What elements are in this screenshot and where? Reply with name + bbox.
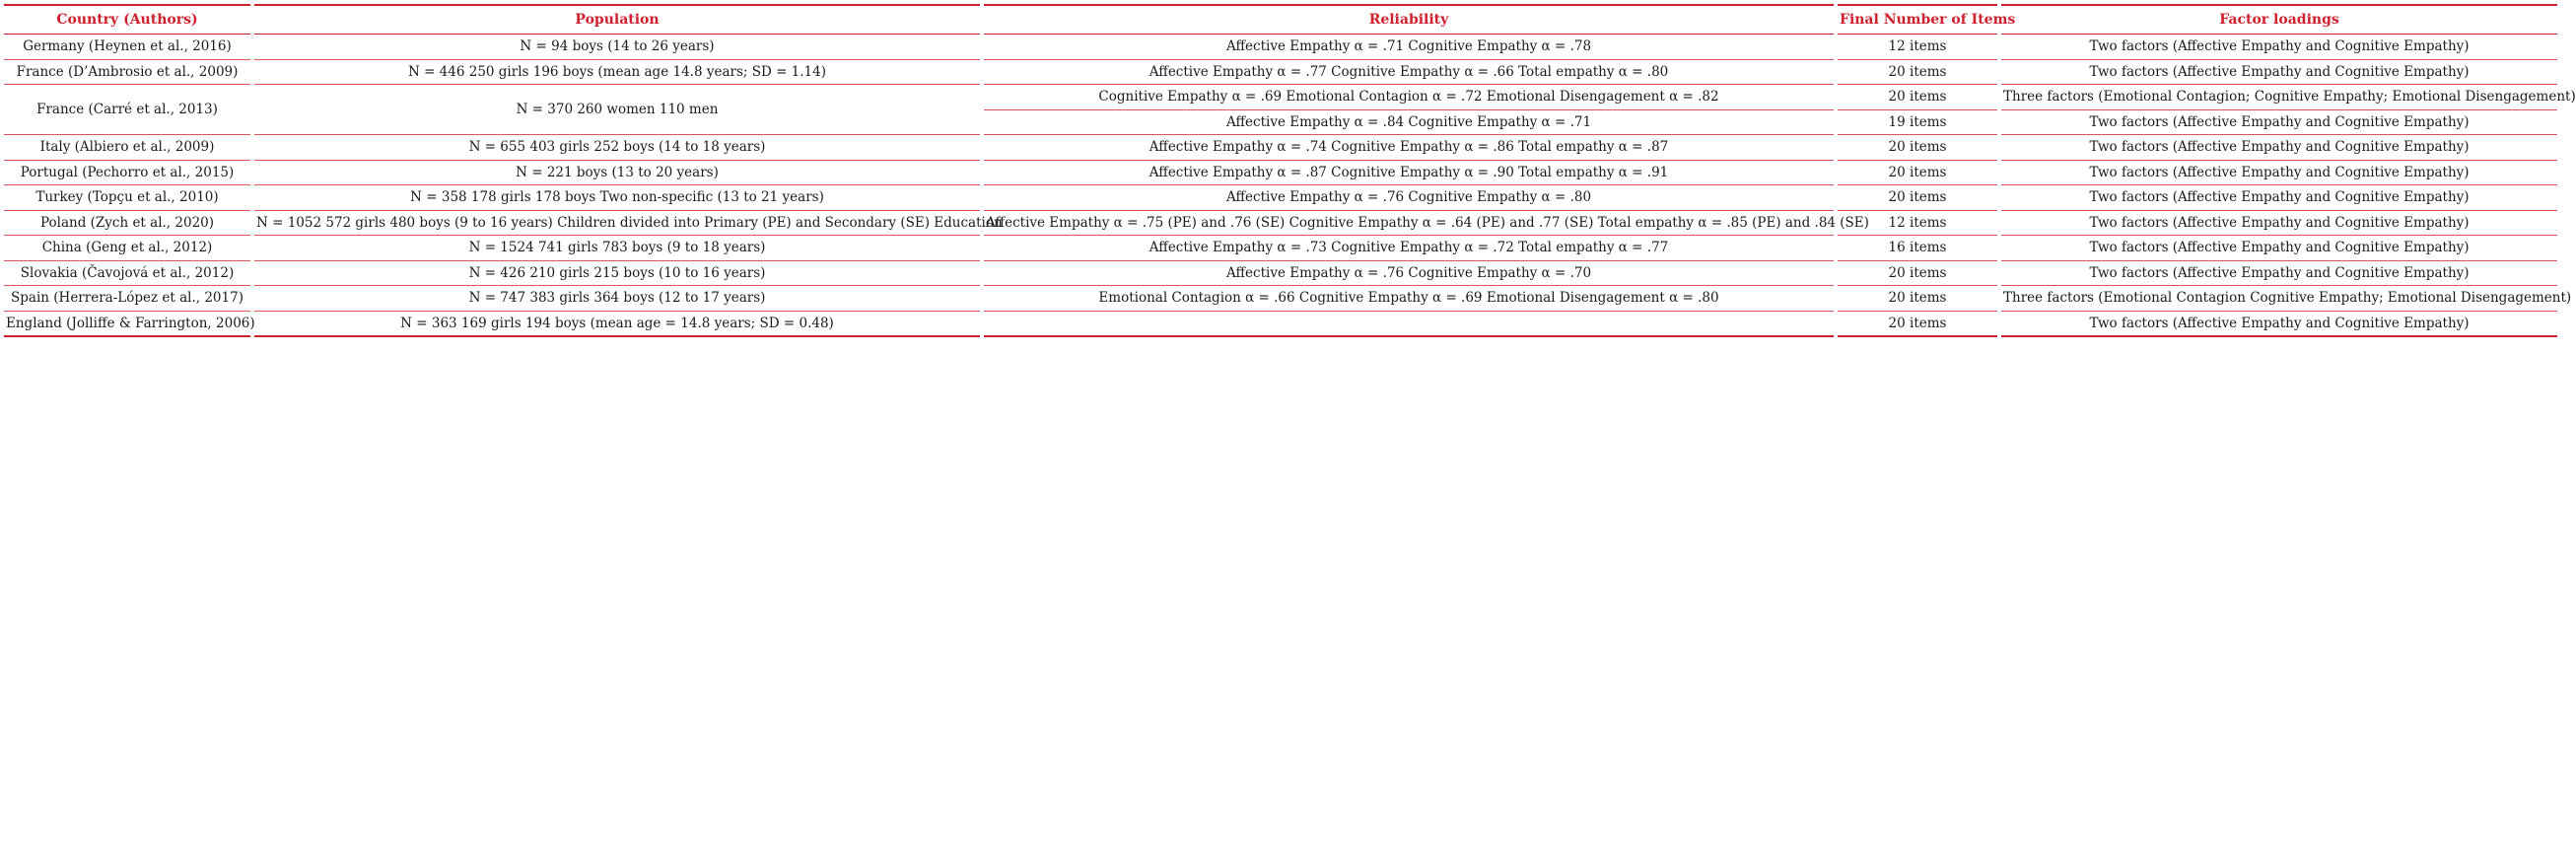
cell-population: N = 446 250 girls 196 boys (mean age 14.8 years; SD = 1.14): [254, 60, 980, 86]
cell-reliability: Affective Empathy α = .76 Cognitive Empathy α = .80: [984, 185, 1834, 211]
header-row: [4, 4, 2557, 35]
cell-items: 20 items: [1838, 286, 1997, 312]
cell-population: N = 1052 572 girls 480 boys (9 to 16 years) Children divided into Primary (PE) and Secondary (SE) Education: [254, 211, 980, 237]
table-row: [4, 286, 2557, 312]
cell-country: Italy (Albiero et al., 2009): [4, 135, 250, 161]
cell-factors: Two factors (Affective Empathy and Cognitive Empathy): [2001, 261, 2557, 287]
cell-reliability: Affective Empathy α = .75 (PE) and .76 (SE) Cognitive Empathy α = .64 (PE) and .77 (SE) Total empathy α = .85 (PE) and .84 (SE): [984, 211, 1834, 237]
table-row: [4, 135, 2557, 161]
table-row: [4, 161, 2557, 186]
cell-items: 20 items: [1838, 161, 1997, 186]
table-row: [4, 211, 2557, 237]
cell-reliability: Affective Empathy α = .76 Cognitive Empathy α = .70: [984, 261, 1834, 287]
cell-country: China (Geng et al., 2012): [4, 236, 250, 261]
cell-population: N = 747 383 girls 364 boys (12 to 17 years): [254, 286, 980, 312]
header-country: Country (Authors): [4, 4, 250, 35]
cell-factors: Two factors (Affective Empathy and Cognitive Empathy): [2001, 110, 2557, 136]
header-items: Final Number of Items: [1838, 4, 1997, 35]
empathy-studies-table-container: [4, 4, 2576, 337]
cell-population: N = 221 boys (13 to 20 years): [254, 161, 980, 186]
table-row: [4, 261, 2557, 287]
cell-reliability: [984, 312, 1834, 338]
cell-population: N = 655 403 girls 252 boys (14 to 18 years): [254, 135, 980, 161]
table-row: [4, 85, 2557, 110]
cell-population: N = 363 169 girls 194 boys (mean age = 14.8 years; SD = 0.48): [254, 312, 980, 338]
cell-items: 16 items: [1838, 236, 1997, 261]
cell-reliability: Cognitive Empathy α = .69 Emotional Contagion α = .72 Emotional Disengagement α = .82: [984, 85, 1834, 110]
cell-items: 12 items: [1838, 35, 1997, 60]
table-row: [4, 60, 2557, 86]
cell-country: Poland (Zych et al., 2020): [4, 211, 250, 237]
cell-items: 20 items: [1838, 185, 1997, 211]
cell-country: Turkey (Topçu et al., 2010): [4, 185, 250, 211]
cell-country: France (Carré et al., 2013): [4, 85, 250, 135]
cell-reliability: Affective Empathy α = .87 Cognitive Empathy α = .90 Total empathy α = .91: [984, 161, 1834, 186]
cell-country: Spain (Herrera-López et al., 2017): [4, 286, 250, 312]
cell-factors: Two factors (Affective Empathy and Cognitive Empathy): [2001, 60, 2557, 86]
cell-country: Portugal (Pechorro et al., 2015): [4, 161, 250, 186]
cell-population: N = 94 boys (14 to 26 years): [254, 35, 980, 60]
cell-items: 20 items: [1838, 135, 1997, 161]
cell-factors: Two factors (Affective Empathy and Cognitive Empathy): [2001, 135, 2557, 161]
cell-country: Germany (Heynen et al., 2016): [4, 35, 250, 60]
cell-factors: Three factors (Emotional Contagion Cognitive Empathy; Emotional Disengagement): [2001, 286, 2557, 312]
cell-items: 20 items: [1838, 60, 1997, 86]
cell-reliability: Affective Empathy α = .74 Cognitive Empathy α = .86 Total empathy α = .87: [984, 135, 1834, 161]
cell-country: France (D’Ambrosio et al., 2009): [4, 60, 250, 86]
cell-reliability: Affective Empathy α = .77 Cognitive Empathy α = .66 Total empathy α = .80: [984, 60, 1834, 86]
header-reliability: Reliability: [984, 4, 1834, 35]
cell-reliability: Affective Empathy α = .84 Cognitive Empathy α = .71: [984, 110, 1834, 136]
header-population: Population: [254, 4, 980, 35]
cell-reliability: Emotional Contagion α = .66 Cognitive Empathy α = .69 Emotional Disengagement α = .80: [984, 286, 1834, 312]
table-row: [4, 236, 2557, 261]
table-row: [4, 312, 2557, 338]
cell-reliability: Affective Empathy α = .73 Cognitive Empathy α = .72 Total empathy α = .77: [984, 236, 1834, 261]
cell-population: N = 370 260 women 110 men: [254, 85, 980, 135]
cell-factors: Two factors (Affective Empathy and Cognitive Empathy): [2001, 312, 2557, 338]
table-row: [4, 35, 2557, 60]
cell-factors: Two factors (Affective Empathy and Cognitive Empathy): [2001, 236, 2557, 261]
cell-factors: Three factors (Emotional Contagion; Cognitive Empathy; Emotional Disengagement): [2001, 85, 2557, 110]
cell-reliability: Affective Empathy α = .71 Cognitive Empathy α = .78: [984, 35, 1834, 60]
cell-items: 20 items: [1838, 261, 1997, 287]
cell-items: 20 items: [1838, 312, 1997, 338]
cell-items: 19 items: [1838, 110, 1997, 136]
cell-population: N = 426 210 girls 215 boys (10 to 16 years): [254, 261, 980, 287]
cell-country: England (Jolliffe & Farrington, 2006): [4, 312, 250, 338]
cell-population: N = 358 178 girls 178 boys Two non-specific (13 to 21 years): [254, 185, 980, 211]
cell-country: Slovakia (Čavojová et al., 2012): [4, 261, 250, 287]
cell-factors: Two factors (Affective Empathy and Cognitive Empathy): [2001, 211, 2557, 237]
cell-factors: Two factors (Affective Empathy and Cognitive Empathy): [2001, 35, 2557, 60]
cell-items: 20 items: [1838, 85, 1997, 110]
cell-factors: Two factors (Affective Empathy and Cognitive Empathy): [2001, 161, 2557, 186]
table-row: [4, 185, 2557, 211]
cell-items: 12 items: [1838, 211, 1997, 237]
cell-factors: Two factors (Affective Empathy and Cognitive Empathy): [2001, 185, 2557, 211]
cell-population: N = 1524 741 girls 783 boys (9 to 18 years): [254, 236, 980, 261]
header-factors: Factor loadings: [2001, 4, 2557, 35]
empathy-studies-table: [0, 4, 2576, 337]
